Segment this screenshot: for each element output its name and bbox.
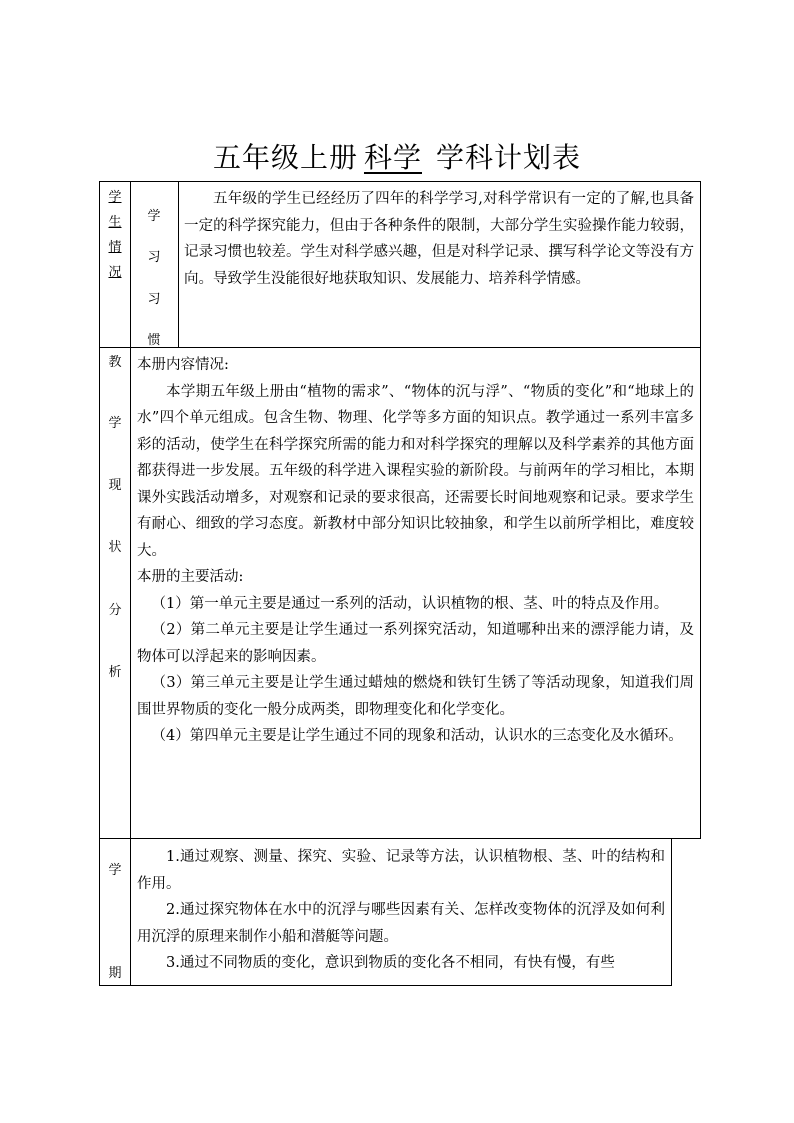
section-label-student-situation: 学 生 情 况: [108, 190, 122, 280]
activities-heading: 本册的主要活动:: [137, 569, 244, 585]
goal-item: 1.通过观察、测量、探究、实验、记录等方法，认识植物根、茎、叶的结构和作用。: [137, 849, 665, 892]
row-divider-1: [99, 347, 701, 348]
activity-item: （2）第二单元主要是让学生通过一系列探究活动，知道哪种出来的漂浮能力请，及物体可以浮起来的影响因素。: [137, 622, 694, 665]
content-heading: 本册内容情况:: [137, 357, 229, 373]
teaching-analysis-text: [137, 352, 694, 750]
title-suffix: 学科计划表: [436, 141, 582, 174]
table-bottom-border: [99, 985, 672, 986]
goal-item: 3.通过不同物质的变化，意识到物质的变化各不相同，有快有慢，有些: [166, 955, 615, 971]
activity-item: （4）第四单元主要是让学生通过不同的现象和活动，认识水的三态变化及水循环。: [151, 728, 683, 744]
row-divider-2: [99, 838, 701, 839]
table-top-border: [99, 181, 701, 182]
page-title: [0, 138, 794, 178]
title-prefix: 五年级上册: [212, 141, 358, 174]
goal-item: 2.通过探究物体在水中的沉浮与哪些因素有关、怎样改变物体的沉浮及如何利用沉浮的原理来制作小船和潜艇等问题。: [137, 902, 665, 945]
activity-item: （3）第三单元主要是让学生通过蜡烛的燃烧和铁钉生锈了等活动现象，知道我们周围世界物质的变化一般分成两类，即物理变化和化学变化。: [137, 675, 694, 718]
student-situation-text: 五年级的学生已经经历了四年的科学学习,对科学常识有一定的了解,也具备一定的科学探究能力，但由于各种条件的限制，大部分学生实验操作能力较弱，记录习惯也较差。学生对科学感兴趣，但是对科学记录、撰写科学论文等没有方向。导致学生没能很好地获取知识、发展能力、培养科学情感。: [184, 191, 694, 287]
table-right-border-lower: [671, 838, 672, 986]
semester-goals-text: [137, 844, 665, 976]
activity-item: （1）第一单元主要是通过一系列的活动，认识植物的根、茎、叶的特点及作用。: [151, 595, 669, 612]
content-paragraph: 本学期五年级上册由“植物的需求”、“物体的沉与浮”、“物质的变化”和“地球上的水”四个单元组成。包含生物、物理、化学等多方面的知识点。教学通过一系列丰富多彩的活动，使学生在科学探究所需的能力和对科学探究的理解以及科学素养的其他方面都获得进一步发展。五年级的科学进入课程实验的新阶段。与前两年的学习相比，本期课外实践活动增多，对观察和记录的要求很高，还需要长时间地观察和记录。要求学生有耐心、细致的学习态度。新教材中部分知识比较抽象，和学生以前所学相比，难度较大。: [137, 383, 694, 559]
table-right-border: [700, 181, 701, 838]
habit-column-divider: [178, 181, 179, 347]
title-subject: 科学: [363, 141, 422, 174]
